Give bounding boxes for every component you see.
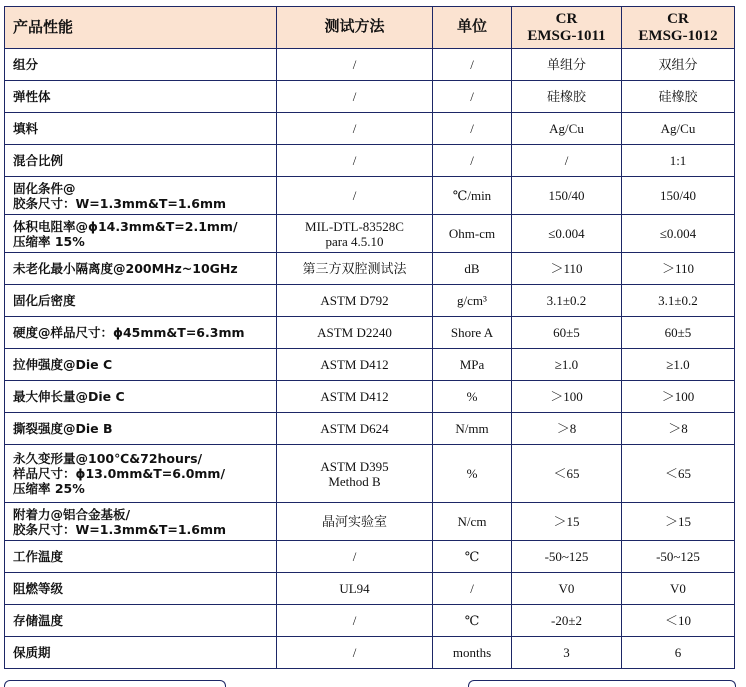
method-cell (277, 113, 433, 145)
header-model-a-line2: EMSG-1011 (527, 27, 606, 44)
value-cell-a: 硅橡胶 (512, 81, 622, 113)
property-cell-line: 拉伸强度@Die C (13, 357, 113, 372)
property-cell-line: 工作温度 (13, 549, 64, 564)
value-cell-a: ＞100 (512, 381, 622, 413)
unit-cell: / (433, 81, 512, 113)
spec-table (4, 6, 735, 669)
method-cell-line: / (352, 645, 357, 660)
method-cell (277, 177, 433, 215)
method-cell (277, 503, 433, 541)
method-cell-line: / (352, 57, 357, 72)
method-cell-line: para 4.5.10 (325, 233, 384, 249)
header-model-b-line1: CR (667, 10, 689, 27)
property-cell (5, 637, 277, 669)
header-model-b-line2: EMSG-1012 (638, 27, 718, 44)
table-row (5, 637, 735, 669)
table-row (5, 177, 735, 215)
method-cell (277, 541, 433, 573)
method-cell (277, 49, 433, 81)
unit-cell: / (433, 573, 512, 605)
unit-cell: % (433, 445, 512, 503)
property-cell (5, 285, 277, 317)
method-cell-line: Method B (328, 473, 381, 489)
value-cell-b: 6 (622, 637, 735, 669)
property-cell (5, 541, 277, 573)
property-cell (5, 317, 277, 349)
value-cell-b: Ag/Cu (622, 113, 735, 145)
property-cell (5, 215, 277, 253)
method-cell-line: / (352, 89, 357, 104)
unit-cell: ℃ (433, 541, 512, 573)
unit-cell: ℃ (433, 605, 512, 637)
property-cell-line: 未老化最小隔离度@200MHz~10GHz (13, 261, 238, 276)
value-cell-a: ＞8 (512, 413, 622, 445)
value-cell-b: ＜65 (622, 445, 735, 503)
header-method: 测试方法 (277, 7, 433, 49)
method-cell-line: ASTM D412 (320, 357, 389, 372)
property-cell-line: 硬度@样品尺寸：ϕ45mm&T=6.3mm (13, 325, 245, 340)
property-cell (5, 145, 277, 177)
method-cell-line: ASTM D395 (320, 458, 389, 474)
method-cell (277, 637, 433, 669)
method-cell (277, 145, 433, 177)
unit-cell: N/cm (433, 503, 512, 541)
method-cell (277, 445, 433, 503)
property-cell (5, 81, 277, 113)
property-cell-line: 保质期 (13, 645, 51, 660)
unit-cell: dB (433, 253, 512, 285)
value-cell-a: 150/40 (512, 177, 622, 215)
property-cell (5, 573, 277, 605)
unit-cell: / (433, 113, 512, 145)
method-cell (277, 317, 433, 349)
property-cell (5, 49, 277, 81)
value-cell-a: ≤0.004 (512, 215, 622, 253)
property-cell (5, 349, 277, 381)
value-cell-a: / (512, 145, 622, 177)
unit-cell: / (433, 145, 512, 177)
value-cell-b: V0 (622, 573, 735, 605)
method-cell-line: / (352, 121, 357, 136)
header-model-a (512, 7, 622, 49)
property-cell-line: 样品尺寸：ϕ13.0mm&T=6.0mm/ (13, 466, 226, 481)
table-row (5, 605, 735, 637)
method-cell-line: 晶河实验室 (321, 514, 387, 529)
method-cell (277, 349, 433, 381)
method-cell-line: UL94 (339, 581, 370, 596)
value-cell-b: 双组分 (622, 49, 735, 81)
value-cell-b: 硅橡胶 (622, 81, 735, 113)
header-model-b (622, 7, 735, 49)
property-cell-line: 存储温度 (13, 613, 64, 628)
table-row (5, 503, 735, 541)
property-cell (5, 413, 277, 445)
value-cell-a: ＞15 (512, 503, 622, 541)
property-cell-line: 附着力@铝合金基板/ (13, 506, 131, 522)
table-row (5, 413, 735, 445)
property-cell (5, 503, 277, 541)
property-cell-line: 永久变形量@100℃&72hours/ (13, 451, 203, 466)
value-cell-b: 3.1±0.2 (622, 285, 735, 317)
property-cell (5, 445, 277, 503)
value-cell-a: ＜65 (512, 445, 622, 503)
unit-cell: Ohm-cm (433, 215, 512, 253)
method-cell (277, 605, 433, 637)
unit-cell: ℃/min (433, 177, 512, 215)
property-cell (5, 177, 277, 215)
unit-cell: % (433, 381, 512, 413)
value-cell-b: ≤0.004 (622, 215, 735, 253)
bottom-decoration (0, 680, 746, 686)
method-cell-line: / (352, 613, 357, 628)
property-cell-line: 体积电阻率@ϕ14.3mm&T=2.1mm/ (13, 218, 238, 234)
unit-cell: Shore A (433, 317, 512, 349)
header-unit: 单位 (433, 7, 512, 49)
property-cell (5, 605, 277, 637)
table-row (5, 253, 735, 285)
method-cell-line: 第三方双腔测试法 (302, 261, 407, 276)
value-cell-a: ≥1.0 (512, 349, 622, 381)
header-model-a-line1: CR (555, 10, 578, 27)
method-cell-line: / (352, 188, 357, 203)
property-cell (5, 253, 277, 285)
unit-cell: / (433, 49, 512, 81)
method-cell (277, 81, 433, 113)
method-cell-line: ASTM D2240 (317, 325, 392, 340)
value-cell-b: ＞8 (622, 413, 735, 445)
method-cell-line: / (352, 153, 357, 168)
header-property: 产品性能 (5, 7, 277, 49)
unit-cell: MPa (433, 349, 512, 381)
property-cell-line: 压缩率 15% (13, 233, 85, 249)
method-cell-line: ASTM D412 (320, 389, 389, 404)
table-row (5, 349, 735, 381)
value-cell-b: 60±5 (622, 317, 735, 349)
value-cell-a: -20±2 (512, 605, 622, 637)
value-cell-b: 1:1 (622, 145, 735, 177)
property-cell-line: 撕裂强度@Die B (13, 421, 113, 436)
value-cell-b: ＞100 (622, 381, 735, 413)
property-cell-line: 弹性体 (13, 89, 51, 104)
method-cell (277, 413, 433, 445)
property-cell-line: 固化后密度 (13, 293, 76, 308)
property-cell (5, 113, 277, 145)
method-cell (277, 253, 433, 285)
property-cell-line: 胶条尺寸：W=1.3mm&T=1.6mm (13, 521, 227, 537)
value-cell-b: ＞110 (622, 253, 735, 285)
value-cell-a: Ag/Cu (512, 113, 622, 145)
value-cell-a: V0 (512, 573, 622, 605)
unit-cell: months (433, 637, 512, 669)
value-cell-a: -50~125 (512, 541, 622, 573)
value-cell-b: -50~125 (622, 541, 735, 573)
method-cell (277, 573, 433, 605)
property-cell-line: 固化条件@ (13, 180, 76, 196)
value-cell-a: 3.1±0.2 (512, 285, 622, 317)
method-cell-line: / (352, 549, 357, 564)
value-cell-b: ＞15 (622, 503, 735, 541)
table-row (5, 81, 735, 113)
value-cell-b: ≥1.0 (622, 349, 735, 381)
method-cell-line: MIL-DTL-83528C (305, 218, 404, 234)
table-row (5, 49, 735, 81)
method-cell-line: ASTM D792 (320, 293, 389, 308)
method-cell-line: ASTM D624 (320, 421, 389, 436)
property-cell-line: 阻燃等级 (13, 581, 64, 596)
method-cell (277, 285, 433, 317)
value-cell-b: 150/40 (622, 177, 735, 215)
property-cell-line: 压缩率 25% (13, 481, 85, 496)
property-cell-line: 填料 (13, 121, 39, 136)
property-cell-line: 胶条尺寸：W=1.3mm&T=1.6mm (13, 195, 227, 211)
table-row (5, 381, 735, 413)
property-cell-line: 组分 (13, 57, 39, 72)
value-cell-a: 3 (512, 637, 622, 669)
spec-table-frame (4, 6, 734, 669)
table-row (5, 145, 735, 177)
table-row (5, 113, 735, 145)
method-cell (277, 381, 433, 413)
unit-cell: g/cm³ (433, 285, 512, 317)
method-cell (277, 215, 433, 253)
value-cell-b: ＜10 (622, 605, 735, 637)
table-row (5, 573, 735, 605)
value-cell-a: 单组分 (512, 49, 622, 81)
table-header-row (5, 7, 735, 49)
property-cell (5, 381, 277, 413)
table-row (5, 285, 735, 317)
property-cell-line: 混合比例 (13, 153, 64, 168)
property-cell-line: 最大伸长量@Die C (13, 389, 125, 404)
table-row (5, 317, 735, 349)
value-cell-a: ＞110 (512, 253, 622, 285)
unit-cell: N/mm (433, 413, 512, 445)
value-cell-a: 60±5 (512, 317, 622, 349)
table-row (5, 445, 735, 503)
table-row (5, 541, 735, 573)
table-row (5, 215, 735, 253)
